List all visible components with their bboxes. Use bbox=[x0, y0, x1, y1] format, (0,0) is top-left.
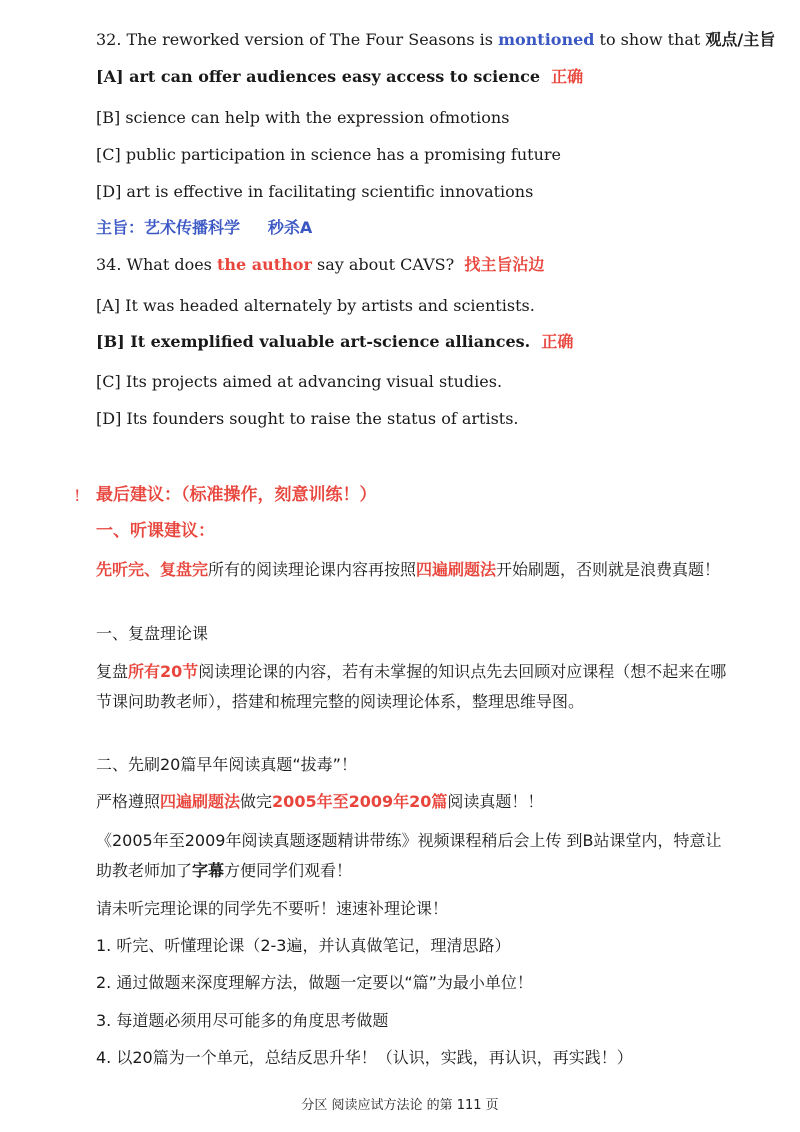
p4-bold: 字幕 bbox=[192, 861, 225, 880]
p3-text-3: 阅读真题！！ bbox=[447, 792, 544, 811]
q34-correct-tag: 正确 bbox=[541, 332, 574, 351]
q34-option-b-text: [B] It exemplified valuable art-science alliances. bbox=[96, 332, 531, 351]
p4-text-1: 《2005年至2009年阅读真题逐题精讲带练》视频课程稍后会上传 到B站课堂内，特意让助教老师加了 bbox=[96, 831, 722, 880]
p1-text-1: 所有的阅读理论课内容再按照 bbox=[208, 560, 417, 579]
q32-option-d: [D] art is effective in facilitating scientific innovations bbox=[96, 182, 534, 201]
page-footer: 分区 阅读应试方法论 的第 111 页 bbox=[301, 1098, 499, 1113]
p3-highlight-1: 四遍刷题法 bbox=[160, 792, 241, 811]
q34-option-d: [D] Its founders sought to raise the status of artists. bbox=[96, 409, 519, 428]
advice-paragraph-3 bbox=[96, 788, 736, 816]
q32-correct-tag: 正确 bbox=[551, 67, 584, 86]
q34-stem-tag: 找主旨沾边 bbox=[464, 255, 545, 274]
q32-option-a-text: [A] art can offer audiences easy access to science bbox=[96, 67, 540, 86]
exclamation-mark: ! bbox=[74, 486, 81, 505]
p2-text-2: 阅读理论课的内容，若有未掌握的知识点先去回顾对应课程（想不起来在哪节课问助教老师），搭建和梳理完整的阅读理论体系，整理思维导图。 bbox=[96, 662, 727, 711]
p3-text-1: 严格遵照 bbox=[96, 792, 161, 811]
q34-option-c: [C] Its projects aimed at advancing visual studies. bbox=[96, 372, 503, 391]
p1-highlight-2: 四遍刷题法 bbox=[416, 560, 497, 579]
q32-option-c: [C] public participation in science has a promising future bbox=[96, 145, 561, 164]
q32-option-b: [B] science can help with the expression ofmotions bbox=[96, 108, 510, 127]
q34-stem bbox=[96, 251, 736, 279]
p2-text-1: 复盘 bbox=[96, 662, 129, 681]
q32-stem-text-b: to show that bbox=[594, 30, 706, 49]
advice-list-item-3: 3. 每道题必须用尽可能多的角度思考做题 bbox=[96, 1011, 389, 1030]
advice-paragraph-5: 请未听完理论课的同学先不要听！速速补理论课！ bbox=[96, 899, 449, 918]
advice-item-1: 一、复盘理论课 bbox=[96, 624, 209, 643]
q34-stem-text-b: say about CAVS? bbox=[311, 255, 455, 274]
q32-stem-tag: 观点/主旨 bbox=[705, 30, 776, 49]
p3-highlight-2: 2005年至2009年20篇 bbox=[272, 792, 448, 811]
advice-paragraph-4 bbox=[96, 826, 736, 886]
q32-stem bbox=[96, 26, 776, 54]
p1-text-2: 开始刷题，否则就是浪费真题！ bbox=[496, 560, 721, 579]
p3-text-2: 做完 bbox=[240, 792, 273, 811]
q32-stem-text-a: 32. The reworked version of The Four Seasons is bbox=[96, 30, 499, 49]
advice-item-2: 二、先刷20篇早年阅读真题“拔毒”！ bbox=[96, 755, 357, 774]
q34-stem-highlight: the author bbox=[216, 255, 312, 274]
q34-option-b bbox=[96, 328, 736, 356]
p1-highlight-1: 先听完、复盘完 bbox=[96, 560, 209, 579]
q32-stem-highlight: montioned bbox=[498, 30, 595, 49]
advice-section-1: 一、听课建议： bbox=[96, 521, 215, 541]
p4-text-2: 方便同学们观看！ bbox=[224, 861, 353, 880]
advice-paragraph-1 bbox=[96, 555, 736, 585]
advice-title: 最后建议：（标准操作，刻意训练！） bbox=[96, 485, 377, 505]
advice-list-item-2: 2. 通过做题来深度理解方法，做题一定要以“篇”为最小单位！ bbox=[96, 973, 533, 992]
p2-highlight: 所有20节 bbox=[128, 662, 199, 681]
advice-paragraph-2 bbox=[96, 657, 736, 717]
q32-note: 主旨：艺术传播科学 秒杀A bbox=[96, 218, 313, 237]
q34-option-a: [A] It was headed alternately by artists and scientists. bbox=[96, 296, 535, 315]
q34-stem-text-a: 34. What does bbox=[96, 255, 217, 274]
q32-option-a bbox=[96, 63, 736, 91]
advice-list-item-1: 1. 听完、听懂理论课（2-3遍，并认真做笔记，理清思路） bbox=[96, 936, 511, 955]
advice-list-item-4: 4. 以20篇为一个单元，总结反思升华！（认识，实践，再认识，再实践！） bbox=[96, 1048, 633, 1067]
